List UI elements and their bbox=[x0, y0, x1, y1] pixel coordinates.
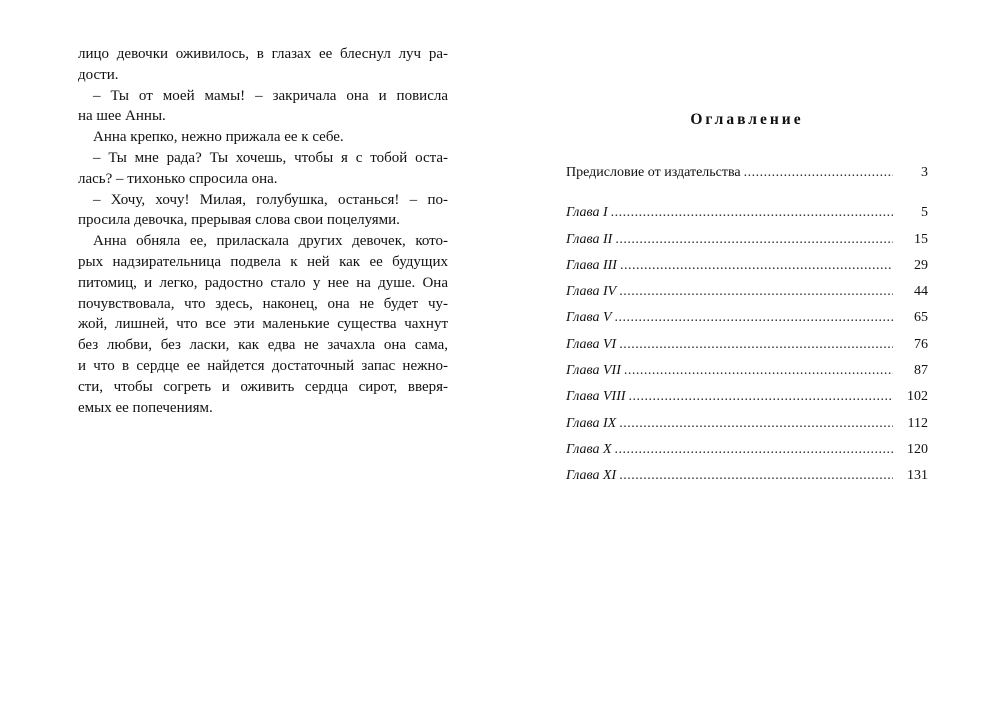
text-line: лицо девочки оживилось, в глазах ее блеснул луч ра- bbox=[78, 46, 448, 62]
text-line: – Ты от моей мамы! – закричала она и повисла bbox=[93, 87, 448, 104]
toc-entry-label: Глава VIII bbox=[566, 389, 626, 405]
toc-entry-chapter[interactable] bbox=[566, 358, 928, 384]
toc-entry-label: Глава VII bbox=[566, 363, 621, 379]
text-line: Анна крепко, нежно прижала ее к себе. bbox=[93, 129, 344, 146]
toc-entry-label: Глава VI bbox=[566, 336, 617, 352]
toc-entry-chapter[interactable] bbox=[566, 437, 928, 463]
toc-entry-chapter[interactable] bbox=[566, 411, 928, 437]
toc-page-number: 102 bbox=[907, 389, 928, 405]
leader-dots bbox=[619, 411, 893, 437]
toc-page-number: 87 bbox=[914, 363, 928, 379]
toc-entry-label: Глава XI bbox=[566, 468, 617, 484]
text-line: питомиц, и легко, радостно стало у нее на душе. Она bbox=[78, 274, 448, 291]
text-line: без любви, без ласки, как едва не зачахла она сама, bbox=[78, 337, 448, 354]
toc-entry-chapter[interactable] bbox=[566, 227, 928, 253]
leader-dots bbox=[615, 305, 893, 331]
toc-entry-label: Глава IX bbox=[566, 415, 617, 431]
leader-dots bbox=[629, 384, 893, 410]
table-of-contents bbox=[566, 160, 928, 490]
left-page-text bbox=[78, 44, 448, 418]
toc-entry-chapter[interactable] bbox=[566, 305, 928, 331]
toc-entry-label: Глава II bbox=[566, 231, 613, 247]
leader-dots bbox=[611, 200, 893, 226]
toc-entry-chapter[interactable] bbox=[566, 279, 928, 305]
toc-entry-preface[interactable] bbox=[566, 160, 928, 186]
toc-page-number: 5 bbox=[921, 205, 928, 221]
text-line: – Хочу, хочу! Милая, голубушка, останься! – по- bbox=[93, 191, 448, 208]
toc-entry-label: Глава III bbox=[566, 257, 617, 273]
toc-entry-chapter[interactable] bbox=[566, 253, 928, 279]
leader-dots bbox=[615, 227, 893, 253]
toc-page-number: 65 bbox=[914, 310, 928, 326]
toc-entry-chapter[interactable] bbox=[566, 384, 928, 410]
text-line: сти, чтобы согреть и оживить сердца сирот, вверя- bbox=[78, 378, 448, 395]
toc-entry-label: Глава V bbox=[566, 310, 612, 326]
text-line: рых надзирательница подвела к ней как ее будущих bbox=[78, 253, 448, 270]
leader-dots bbox=[624, 358, 893, 384]
text-line: дости. bbox=[78, 66, 119, 83]
toc-page-number: 120 bbox=[907, 441, 928, 457]
leader-dots bbox=[619, 463, 893, 489]
toc-entry-label: Предисловие от издательства bbox=[566, 165, 741, 180]
text-line: жой, лишней, что все эти маленькие существа чахнут bbox=[78, 316, 448, 333]
text-line: и что в сердце ее найдется достаточный запас нежно- bbox=[78, 357, 448, 374]
leader-dots bbox=[619, 279, 893, 305]
toc-entry-label: Глава IV bbox=[566, 284, 617, 300]
text-line: почувствовала, что здесь, наконец, она не будет чу- bbox=[78, 295, 448, 312]
toc-page-number: 29 bbox=[914, 257, 928, 273]
text-line: емых ее попечениям. bbox=[78, 399, 213, 416]
text-line: лась? – тихонько спросила она. bbox=[78, 170, 278, 187]
toc-entry-chapter[interactable] bbox=[566, 332, 928, 358]
toc-page-number: 112 bbox=[907, 415, 928, 431]
text-line: на шее Анны. bbox=[78, 108, 166, 125]
toc-page-number: 15 bbox=[914, 231, 928, 247]
text-line: – Ты мне рада? Ты хочешь, чтобы я с тобой оста- bbox=[93, 149, 448, 166]
toc-page-number: 3 bbox=[921, 165, 928, 180]
toc-title: Оглавление bbox=[690, 111, 804, 128]
toc-page-number: 44 bbox=[914, 284, 928, 300]
leader-dots bbox=[744, 160, 893, 186]
leader-dots bbox=[620, 253, 893, 279]
toc-entry-chapter[interactable] bbox=[566, 463, 928, 489]
text-line: просила девочка, прерывая слова свои поцелуями. bbox=[78, 212, 400, 229]
toc-page-number: 76 bbox=[914, 336, 928, 352]
text-line: Анна обняла ее, приласкала других девочек, кото- bbox=[93, 233, 448, 250]
toc-entry-label: Глава I bbox=[566, 205, 608, 221]
toc-page-number: 131 bbox=[907, 468, 928, 484]
leader-dots bbox=[615, 437, 893, 463]
toc-entry-label: Глава X bbox=[566, 441, 612, 457]
toc-entry-chapter[interactable] bbox=[566, 200, 928, 226]
leader-dots bbox=[619, 332, 893, 358]
